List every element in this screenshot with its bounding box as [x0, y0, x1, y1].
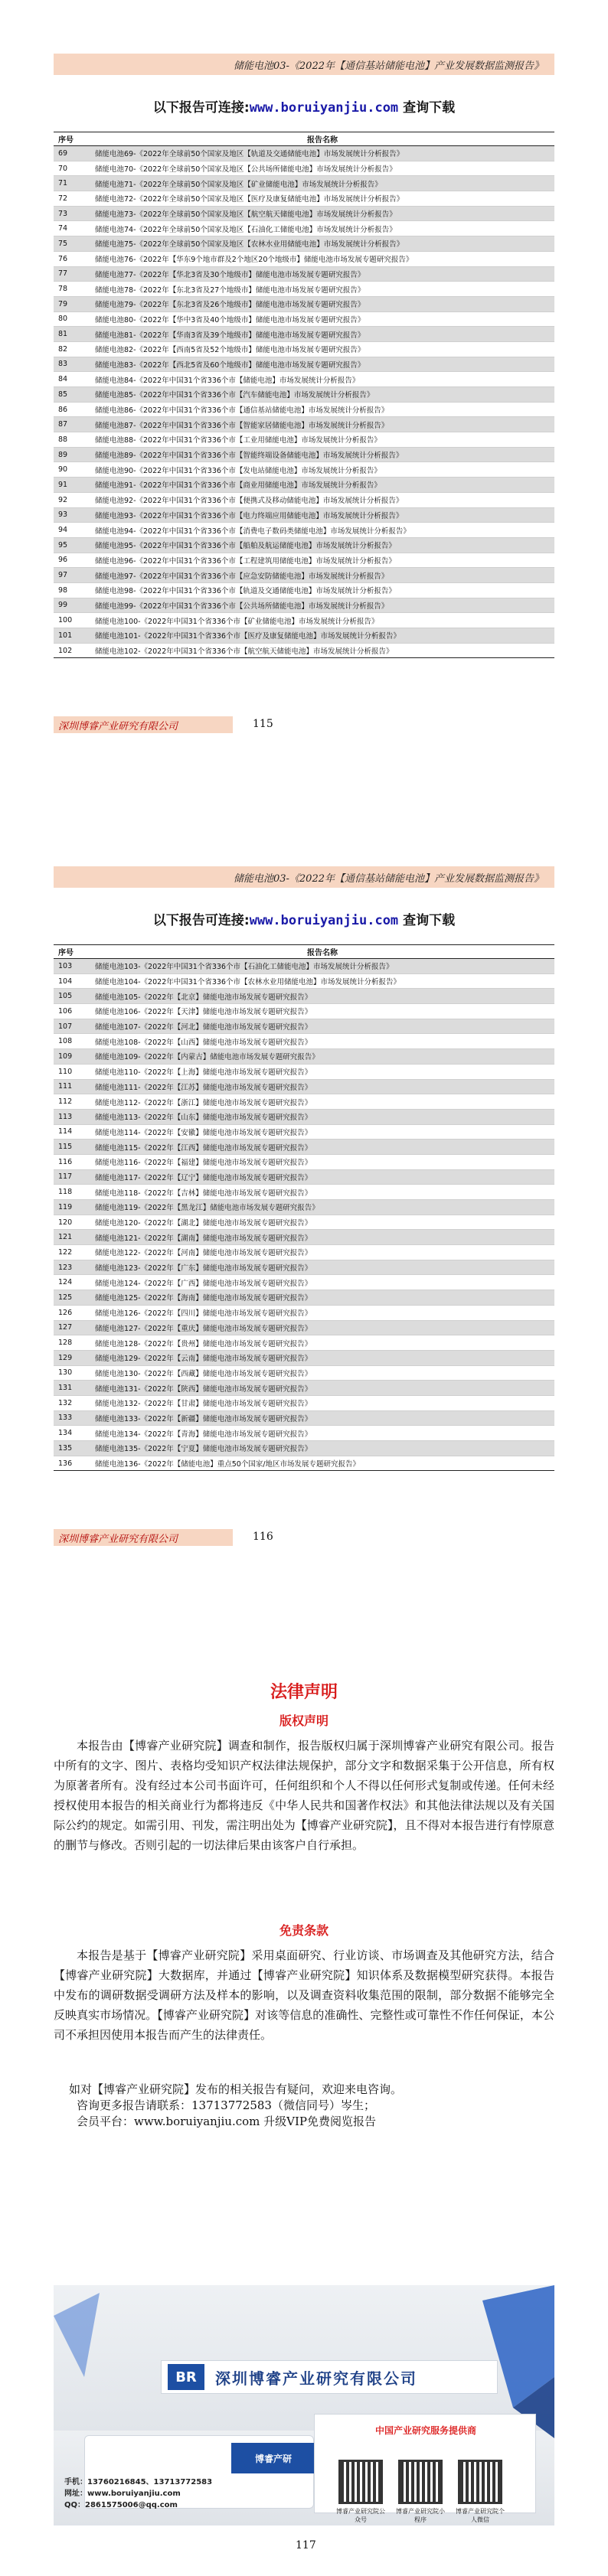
report-name: 储能电池106-《2022年【天津】储能电池市场发展专题研究报告》 — [90, 1004, 554, 1019]
site-link[interactable]: www.boruiyanjiu.com — [249, 100, 399, 116]
table-row — [54, 1395, 554, 1410]
company-logo: BR — [168, 2364, 204, 2390]
table-row — [54, 296, 554, 311]
row-number: 76 — [54, 251, 90, 266]
download-link-title — [0, 96, 608, 116]
row-number: 101 — [54, 628, 90, 644]
table-row — [54, 206, 554, 221]
report-name: 储能电池76-《2022年【华东9个地市群及2个地区20个地级市】储能电池市场发展专题研究报告》 — [90, 251, 554, 266]
table-row — [54, 959, 554, 974]
col-header-name: 报告名称 — [90, 945, 554, 959]
report-name: 储能电池114-《2022年【安徽】储能电池市场发展专题研究报告》 — [90, 1124, 554, 1140]
table-row — [54, 628, 554, 644]
table-row — [54, 478, 554, 493]
row-number: 87 — [54, 417, 90, 432]
table-row — [54, 1441, 554, 1456]
row-number: 123 — [54, 1260, 90, 1275]
row-number: 106 — [54, 1004, 90, 1019]
row-number: 71 — [54, 176, 90, 191]
row-number: 74 — [54, 221, 90, 236]
table-row — [54, 447, 554, 462]
report-name: 储能电池96-《2022年中国31个省336个市【工程建筑用储能电池】市场发展统计分析报告》 — [90, 553, 554, 568]
report-name: 储能电池136-《2022年【储能电池】重点50个国家/地区市场发展专题研究报告》 — [90, 1456, 554, 1471]
report-name: 储能电池70-《2022年全球前50个国家及地区【公共场所储能电池】市场发展统计分析报告》 — [90, 161, 554, 176]
report-name: 储能电池110-《2022年【上海】储能电池市场发展专题研究报告》 — [90, 1064, 554, 1079]
row-number: 125 — [54, 1290, 90, 1306]
row-number: 93 — [54, 507, 90, 523]
row-number: 131 — [54, 1381, 90, 1396]
row-number: 83 — [54, 357, 90, 372]
table-row — [54, 1260, 554, 1275]
qr-label: 博睿产业研究院个人微信 — [456, 2508, 505, 2523]
row-number: 89 — [54, 447, 90, 462]
page-number: 115 — [253, 718, 273, 730]
report-name: 储能电池83-《2022年【西北5省及60个地级市】储能电池市场发展专题研究报告》 — [90, 357, 554, 372]
report-name: 储能电池94-《2022年中国31个省336个市【消费电子数码类储能电池】市场发展统计分析报告》 — [90, 523, 554, 538]
contact-block — [69, 2082, 559, 2130]
row-number: 92 — [54, 492, 90, 507]
table-row — [54, 1124, 554, 1140]
table-row — [54, 1245, 554, 1260]
table-row — [54, 1350, 554, 1365]
report-name: 储能电池116-《2022年【福建】储能电池市场发展专题研究报告》 — [90, 1154, 554, 1169]
table-row — [54, 1049, 554, 1065]
disclaimer-text: 本报告是基于【博睿产业研究院】采用桌面研究、行业访谈、市场调查及其他研究方法，结合【博睿产业研究院】大数据库，并通过【博睿产业研究院】知识体系及数据模型研究获得。本报告中发布的调研数据受调研方法及样本的影响，以及调查资料收集范围的限制，部分数据不能够完全反映真实市场情况。【博睿产业研究院】对该等信息的准确性、完整性或可靠性不作任何保证，本公司不承担因使用本报告而产生的法律责任。 — [54, 1948, 554, 2042]
report-name: 储能电池127-《2022年【重庆】储能电池市场发展专题研究报告》 — [90, 1320, 554, 1335]
table-row — [54, 1426, 554, 1441]
report-name: 储能电池80-《2022年【华中3省及40个地级市】储能电池市场发展专题研究报告》 — [90, 311, 554, 327]
row-number: 120 — [54, 1215, 90, 1230]
table-row — [54, 492, 554, 507]
photo-phone: 手机：13760216845、13713772583 — [64, 2478, 213, 2486]
report-name: 储能电池87-《2022年中国31个省336个市【智能家居储能电池】市场发展统计分析报告》 — [90, 417, 554, 432]
page-number: 116 — [253, 1531, 273, 1543]
report-name: 储能电池113-《2022年【山东】储能电池市场发展专题研究报告》 — [90, 1109, 554, 1124]
report-list-table — [54, 944, 554, 1471]
table-row — [54, 372, 554, 387]
report-name: 储能电池95-《2022年中国31个省336个市【船舶及航运储能电池】市场发展统计分析报告》 — [90, 537, 554, 553]
col-header-num: 序号 — [54, 132, 90, 146]
table-row — [54, 1335, 554, 1351]
row-number: 127 — [54, 1320, 90, 1335]
table-row — [54, 221, 554, 236]
row-number: 100 — [54, 613, 90, 628]
row-number: 85 — [54, 387, 90, 403]
row-number: 80 — [54, 311, 90, 327]
table-row — [54, 1064, 554, 1079]
table-row — [54, 176, 554, 191]
report-name: 储能电池112-《2022年【浙江】储能电池市场发展专题研究报告》 — [90, 1094, 554, 1110]
table-row — [54, 1094, 554, 1110]
report-name: 储能电池123-《2022年【广东】储能电池市场发展专题研究报告》 — [90, 1260, 554, 1275]
row-number: 88 — [54, 432, 90, 448]
report-name: 储能电池111-《2022年【江苏】储能电池市场发展专题研究报告》 — [90, 1079, 554, 1094]
table-row — [54, 973, 554, 989]
link-suffix: 查询下载 — [398, 913, 456, 928]
table-row — [54, 311, 554, 327]
table-row — [54, 1456, 554, 1471]
report-name: 储能电池126-《2022年【四川】储能电池市场发展专题研究报告》 — [90, 1305, 554, 1320]
qr-code-icon — [458, 2460, 502, 2504]
contact-line-1: 如对【博睿产业研究院】发布的相关报告有疑问，欢迎来电咨询。 — [69, 2082, 403, 2096]
table-row — [54, 1275, 554, 1290]
table-row — [54, 341, 554, 357]
qr-label: 博睿产业研究院小程序 — [396, 2508, 445, 2523]
row-number: 107 — [54, 1019, 90, 1034]
company-sign-text: 深圳博睿产业研究有限公司 — [215, 2369, 417, 2388]
report-name: 储能电池91-《2022年中国31个省336个市【商业用储能电池】市场发展统计分析报告》 — [90, 478, 554, 493]
row-number: 79 — [54, 296, 90, 311]
table-row — [54, 523, 554, 538]
table-row — [54, 1230, 554, 1245]
row-number: 86 — [54, 402, 90, 417]
row-number: 91 — [54, 478, 90, 493]
row-number: 97 — [54, 568, 90, 583]
page-footer-company: 深圳博睿产业研究有限公司 — [54, 716, 233, 733]
report-name: 储能电池121-《2022年【湖南】储能电池市场发展专题研究报告》 — [90, 1230, 554, 1245]
table-row — [54, 537, 554, 553]
report-name: 储能电池131-《2022年【陕西】储能电池市场发展专题研究报告》 — [90, 1381, 554, 1396]
report-name: 储能电池118-《2022年【吉林】储能电池市场发展专题研究报告》 — [90, 1185, 554, 1200]
table-row — [54, 402, 554, 417]
row-number: 78 — [54, 282, 90, 297]
row-number: 117 — [54, 1169, 90, 1185]
table-row — [54, 357, 554, 372]
table-row — [54, 1365, 554, 1381]
report-name: 储能电池117-《2022年【辽宁】储能电池市场发展专题研究报告》 — [90, 1169, 554, 1185]
link-prefix: 以下报告可连接: — [152, 913, 250, 928]
report-name: 储能电池74-《2022年全球前50个国家及地区【石油化工储能电池】市场发展统计分析报告》 — [90, 221, 554, 236]
report-name: 储能电池84-《2022年中国31个省336个市【储能电池】市场发展统计分析报告》 — [90, 372, 554, 387]
row-number: 82 — [54, 341, 90, 357]
table-row — [54, 282, 554, 297]
row-number: 90 — [54, 462, 90, 478]
photo-contact-lines — [64, 2477, 212, 2511]
row-number: 122 — [54, 1245, 90, 1260]
row-number: 95 — [54, 537, 90, 553]
contact-line-2: 咨询更多报告请联系：13713772583（微信同号）岑生； — [77, 2098, 375, 2112]
report-name: 储能电池100-《2022年中国31个省336个市【矿业储能电池】市场发展统计分析报告》 — [90, 613, 554, 628]
table-row — [54, 161, 554, 176]
qr-label: 博睿产业研究院公众号 — [336, 2508, 385, 2523]
report-name: 储能电池72-《2022年全球前50个国家及地区【医疗及康复储能电池】市场发展统计分析报告》 — [90, 191, 554, 207]
table-row — [54, 1185, 554, 1200]
qr-code-icon — [398, 2460, 443, 2504]
report-name: 储能电池99-《2022年中国31个省336个市【公共场所储能电池】市场发展统计分析报告》 — [90, 598, 554, 613]
table-row — [54, 1079, 554, 1094]
report-name: 储能电池125-《2022年【海南】储能电池市场发展专题研究报告》 — [90, 1290, 554, 1306]
report-name: 储能电池109-《2022年【内蒙古】储能电池市场发展专题研究报告》 — [90, 1049, 554, 1065]
report-name: 储能电池108-《2022年【山西】储能电池市场发展专题研究报告》 — [90, 1034, 554, 1049]
table-row — [54, 1154, 554, 1169]
link-suffix: 查询下载 — [398, 100, 456, 116]
table-row — [54, 1381, 554, 1396]
row-number: 116 — [54, 1154, 90, 1169]
table-row — [54, 553, 554, 568]
report-name: 储能电池89-《2022年中国31个省336个市【智能终端设备储能电池】市场发展统计分析报告》 — [90, 447, 554, 462]
row-number: 105 — [54, 989, 90, 1004]
row-number: 114 — [54, 1124, 90, 1140]
site-link[interactable]: www.boruiyanjiu.com — [249, 913, 399, 928]
table-row — [54, 1109, 554, 1124]
report-name: 储能电池104-《2022年中国31个省336个市【农林水业用储能电池】市场发展统计分析报告》 — [90, 973, 554, 989]
row-number: 136 — [54, 1456, 90, 1471]
row-number: 115 — [54, 1140, 90, 1155]
report-name: 储能电池103-《2022年中国31个省336个市【石油化工储能电池】市场发展统计分析报告》 — [90, 959, 554, 974]
row-number: 135 — [54, 1441, 90, 1456]
report-name: 储能电池88-《2022年中国31个省336个市【工业用储能电池】市场发展统计分析报告》 — [90, 432, 554, 448]
report-name: 储能电池107-《2022年【河北】储能电池市场发展专题研究报告》 — [90, 1019, 554, 1034]
table-row — [54, 1004, 554, 1019]
row-number: 126 — [54, 1305, 90, 1320]
row-number: 121 — [54, 1230, 90, 1245]
office-photo — [54, 2285, 554, 2525]
table-row — [54, 1140, 554, 1155]
row-number: 108 — [54, 1034, 90, 1049]
table-row — [54, 417, 554, 432]
legal-title: 法律声明 — [270, 1682, 338, 1702]
table-row — [54, 1305, 554, 1320]
table-row — [54, 191, 554, 207]
report-name: 储能电池79-《2022年【东北3省及26个地级市】储能电池市场发展专题研究报告》 — [90, 296, 554, 311]
table-row — [54, 251, 554, 266]
row-number: 119 — [54, 1200, 90, 1215]
table-row — [54, 432, 554, 448]
report-name: 储能电池132-《2022年【甘肃】储能电池市场发展专题研究报告》 — [90, 1395, 554, 1410]
row-number: 134 — [54, 1426, 90, 1441]
report-name: 储能电池105-《2022年【北京】储能电池市场发展专题研究报告》 — [90, 989, 554, 1004]
row-number: 113 — [54, 1109, 90, 1124]
report-name: 储能电池90-《2022年中国31个省336个市【发电站储能电池】市场发展统计分析报告》 — [90, 462, 554, 478]
photo-web: 网址：www.boruiyanjiu.com — [64, 2490, 181, 2498]
report-name: 储能电池73-《2022年全球前50个国家及地区【航空航天储能电池】市场发展统计分析报告》 — [90, 206, 554, 221]
table-row — [54, 643, 554, 658]
page-footer-company: 深圳博睿产业研究有限公司 — [54, 1529, 233, 1546]
report-name: 储能电池69-《2022年全球前50个国家及地区【轨道及交通储能电池】市场发展统计分析报告》 — [90, 146, 554, 161]
report-name: 储能电池124-《2022年【广西】储能电池市场发展专题研究报告》 — [90, 1275, 554, 1290]
disclaimer-heading: 免责条款 — [279, 1923, 329, 1938]
copyright-heading: 版权声明 — [279, 1714, 329, 1728]
table-row — [54, 582, 554, 598]
table-row — [54, 1169, 554, 1185]
row-number: 130 — [54, 1365, 90, 1381]
table-row — [54, 462, 554, 478]
table-row — [54, 1215, 554, 1230]
table-row — [54, 989, 554, 1004]
row-number: 128 — [54, 1335, 90, 1351]
link-prefix: 以下报告可连接: — [152, 100, 250, 116]
page-number: 117 — [296, 2539, 316, 2552]
table-row — [54, 236, 554, 252]
report-name: 储能电池82-《2022年【西南5省及52个地级市】储能电池市场发展专题研究报告》 — [90, 341, 554, 357]
row-number: 129 — [54, 1350, 90, 1365]
report-name: 储能电池92-《2022年中国31个省336个市【便携式及移动储能电池】市场发展统计分析报告》 — [90, 492, 554, 507]
row-number: 112 — [54, 1094, 90, 1110]
report-name: 储能电池129-《2022年【云南】储能电池市场发展专题研究报告》 — [90, 1350, 554, 1365]
row-number: 77 — [54, 266, 90, 282]
report-name: 储能电池134-《2022年【青海】储能电池市场发展专题研究报告》 — [90, 1426, 554, 1441]
table-row — [54, 146, 554, 161]
report-name: 储能电池119-《2022年【黑龙江】储能电池市场发展专题研究报告》 — [90, 1200, 554, 1215]
row-number: 102 — [54, 643, 90, 658]
table-row — [54, 1290, 554, 1306]
report-name: 储能电池71-《2022年全球前50个国家及地区【矿业储能电池】市场发展统计分析报告》 — [90, 176, 554, 191]
table-row — [54, 266, 554, 282]
row-number: 104 — [54, 973, 90, 989]
row-number: 132 — [54, 1395, 90, 1410]
report-name: 储能电池101-《2022年中国31个省336个市【医疗及康复储能电池】市场发展统计分析报告》 — [90, 628, 554, 644]
col-header-name: 报告名称 — [90, 132, 554, 146]
qr-code-icon — [338, 2460, 383, 2504]
table-row — [54, 1410, 554, 1426]
table-row — [54, 613, 554, 628]
report-name: 储能电池122-《2022年【河南】储能电池市场发展专题研究报告》 — [90, 1245, 554, 1260]
row-number: 96 — [54, 553, 90, 568]
table-row — [54, 1320, 554, 1335]
table-row — [54, 387, 554, 403]
copyright-text: 本报告由【博睿产业研究院】调查和制作，报告版权归属于深圳博睿产业研究有限公司。报告中所有的文字、图片、表格均受知识产权法律法规保护，部分文字和数据采集于公开信息，所有权为原著者所有。没有经过本公司书面许可，任何组织和个人不得以任何形式复制或传递。任何未经授权使用本报告的相关商业行为都将违反《中华人民共和国著作权法》和其他法律法规以及有关国际公约的规定。如需引用、刊发，需注明出处为【博睿产业研究院】，且不得对本报告进行有悖原意的删节与修改。否则引起的一切法律后果由该客户自行承担。 — [54, 1739, 554, 1852]
report-name: 储能电池128-《2022年【贵州】储能电池市场发展专题研究报告》 — [90, 1335, 554, 1351]
report-name: 储能电池75-《2022年全球前50个国家及地区【农林水业用储能电池】市场发展统计分析报告》 — [90, 236, 554, 252]
page-header: 储能电池03-《2022年【通信基站储能电池】产业发展数据监测报告》 — [54, 866, 554, 888]
report-name: 储能电池98-《2022年中国31个省336个市【轨道及交通储能电池】市场发展统计分析报告》 — [90, 582, 554, 598]
row-number: 99 — [54, 598, 90, 613]
row-number: 72 — [54, 191, 90, 207]
report-name: 储能电池115-《2022年【江西】储能电池市场发展专题研究报告》 — [90, 1140, 554, 1155]
table-row — [54, 568, 554, 583]
company-sign — [161, 2360, 498, 2394]
row-number: 81 — [54, 327, 90, 342]
table-row — [54, 507, 554, 523]
table-row — [54, 327, 554, 342]
report-name: 储能电池93-《2022年中国31个省336个市【电力终端应用储能电池】市场发展统计分析报告》 — [90, 507, 554, 523]
report-name: 储能电池78-《2022年【东北3省及27个地级市】储能电池市场发展专题研究报告》 — [90, 282, 554, 297]
row-number: 103 — [54, 959, 90, 974]
row-number: 75 — [54, 236, 90, 252]
page-header: 储能电池03-《2022年【通信基站储能电池】产业发展数据监测报告》 — [54, 54, 554, 75]
report-name: 储能电池86-《2022年中国31个省336个市【通信基站储能电池】市场发展统计分析报告》 — [90, 402, 554, 417]
report-name: 储能电池135-《2022年【宁夏】储能电池市场发展专题研究报告》 — [90, 1441, 554, 1456]
row-number: 111 — [54, 1079, 90, 1094]
report-name: 储能电池97-《2022年中国31个省336个市【应急安防储能电池】市场发展统计分析报告》 — [90, 568, 554, 583]
row-number: 84 — [54, 372, 90, 387]
report-name: 储能电池133-《2022年【新疆】储能电池市场发展专题研究报告》 — [90, 1410, 554, 1426]
table-row — [54, 1034, 554, 1049]
report-name: 储能电池120-《2022年【湖北】储能电池市场发展专题研究报告》 — [90, 1215, 554, 1230]
row-number: 118 — [54, 1185, 90, 1200]
row-number: 94 — [54, 523, 90, 538]
table-row — [54, 1019, 554, 1034]
report-name: 储能电池81-《2022年【华南3省及39个地级市】储能电池市场发展专题研究报告》 — [90, 327, 554, 342]
report-name: 储能电池77-《2022年【华北3省及30个地级市】储能电池市场发展专题研究报告》 — [90, 266, 554, 282]
desk-sign: 中国产业研究服务提供商 — [374, 2425, 476, 2436]
report-name: 储能电池102-《2022年中国31个省336个市【航空航天储能电池】市场发展统计分析报告》 — [90, 643, 554, 658]
row-number: 124 — [54, 1275, 90, 1290]
row-number: 73 — [54, 206, 90, 221]
table-row — [54, 1200, 554, 1215]
col-header-num: 序号 — [54, 945, 90, 959]
report-list-table — [54, 132, 554, 658]
row-number: 110 — [54, 1064, 90, 1079]
desk-brand: 博睿产研 — [231, 2443, 315, 2473]
photo-qq: QQ：2861575006@qq.com — [64, 2501, 178, 2509]
row-number: 109 — [54, 1049, 90, 1065]
contact-line-3: 会员平台：www.boruiyanjiu.com 升级VIP免费阅览报告 — [77, 2115, 376, 2128]
report-name: 储能电池130-《2022年【西藏】储能电池市场发展专题研究报告》 — [90, 1365, 554, 1381]
row-number: 69 — [54, 146, 90, 161]
report-name: 储能电池85-《2022年中国31个省336个市【汽车储能电池】市场发展统计分析报告》 — [90, 387, 554, 403]
row-number: 98 — [54, 582, 90, 598]
table-row — [54, 598, 554, 613]
row-number: 70 — [54, 161, 90, 176]
download-link-title — [0, 909, 608, 928]
row-number: 133 — [54, 1410, 90, 1426]
